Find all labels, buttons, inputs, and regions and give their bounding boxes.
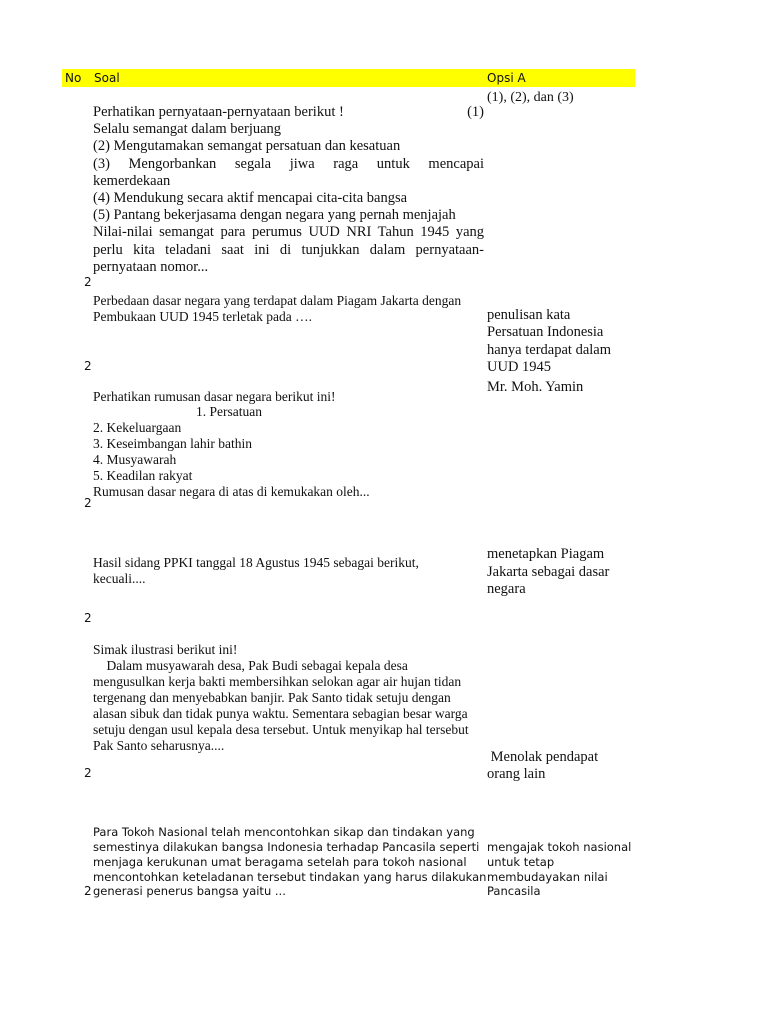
q3-soal-line: 3. Keseimbangan lahir bathin (93, 436, 252, 451)
q1-soal-intro-suffix: (1) (467, 104, 484, 120)
q4-opsi-a-line: menetapkan Piagam (487, 546, 605, 562)
q4-opsi-a-line: negara (487, 581, 526, 597)
q6-soal-line: mencontohkan keteladanan tersebut tindakan yang harus dilakukan (93, 870, 487, 884)
q1-soal-line: pernyataan nomor... (93, 258, 209, 275)
q6-no: 2 (84, 884, 92, 898)
q6-soal-line: menjaga kerukunan umat beragama setelah para tokoh nasional (93, 855, 467, 869)
q2-opsi-a-line: Persatuan Indonesia (487, 324, 604, 340)
q6-opsi-a-line: membudayakan nilai (487, 870, 608, 884)
q3-opsi-a: Mr. Moh. Yamin (487, 379, 584, 395)
q6-opsi-a-line: mengajak tokoh nasional (487, 840, 632, 854)
q2-opsi-a-line: penulisan kata (487, 307, 571, 323)
q5-no: 2 (84, 766, 92, 780)
q3-soal-line: 2. Kekeluargaan (93, 420, 182, 435)
q5-soal-line: mengusulkan kerja bakti membersihkan selokan agar air hujan tidan (93, 674, 462, 689)
q5-soal-line: setuju dengan usul kepala desa tersebut. Untuk menyikap hal tersebut (93, 722, 469, 737)
q5-opsi-a-line: Menolak pendapat (487, 749, 599, 765)
q1-soal-line: (5) Pantang bekerjasama dengan negara yang pernah menjajah (93, 207, 456, 224)
q1-soal-line: (3) Mengorbankan segala jiwa raga untuk mencapai (93, 155, 484, 172)
q5-soal-line: Pak Santo seharusnya.... (93, 738, 225, 753)
q5-soal-line: Dalam musyawarah desa, Pak Budi sebagai kepala desa (93, 658, 408, 673)
q2-soal-line: Pembukaan UUD 1945 terletak pada …. (93, 309, 312, 324)
q2-opsi-a-line: UUD 1945 (487, 359, 552, 375)
q4-opsi-a-line: Jakarta sebagai dasar (487, 564, 610, 580)
q2-soal-line: Perbedaan dasar negara yang terdapat dalam Piagam Jakarta dengan (93, 293, 462, 308)
q3-soal-line: 5. Keadilan rakyat (93, 468, 193, 483)
q2-opsi-a-line: hanya terdapat dalam (487, 342, 611, 358)
header-opsi-a: Opsi A (487, 71, 526, 85)
q1-soal-line: perlu kita teladani saat ini di tunjukkan dalam pernyataan- (93, 241, 484, 258)
q3-soal-line: 1. Persatuan (196, 404, 262, 419)
q1-soal-line: (2) Mengutamakan semangat persatuan dan kesatuan (93, 138, 401, 155)
header-no: No (65, 71, 82, 85)
q1-soal-line: Selalu semangat dalam berjuang (93, 121, 282, 138)
q3-no: 2 (84, 496, 92, 510)
q6-opsi-a-line: untuk tetap (487, 855, 555, 869)
q5-soal-line: Simak ilustrasi berikut ini! (93, 642, 238, 657)
q2-no: 2 (84, 359, 92, 373)
q1-soal-line: kemerdekaan (93, 172, 171, 189)
q1-no: 2 (84, 275, 92, 289)
q5-opsi-a-line: orang lain (487, 766, 546, 782)
q1-soal-intro: Perhatikan pernyataan-pernyataan berikut ! (93, 104, 344, 120)
q4-soal-line: kecuali.... (93, 571, 146, 586)
q3-soal-line: 4. Musyawarah (93, 452, 177, 467)
header-soal: Soal (94, 71, 120, 85)
header-row (62, 69, 635, 87)
q1-opsi-a: (1), (2), dan (3) (487, 90, 574, 105)
q4-soal-line: Hasil sidang PPKI tanggal 18 Agustus 1945 sebagai berikut, (93, 555, 419, 570)
q6-soal-line: Para Tokoh Nasional telah mencontohkan sikap dan tindakan yang (93, 825, 475, 839)
q1-soal-line: Nilai-nilai semangat para perumus UUD NRI Tahun 1945 yang (93, 224, 484, 241)
q6-soal-line: generasi penerus bangsa yaitu ... (93, 884, 286, 898)
q1-soal-line: (4) Mendukung secara aktif mencapai cita-cita bangsa (93, 190, 408, 207)
q3-soal-line: Rumusan dasar negara di atas di kemukakan oleh... (93, 484, 370, 499)
q3-soal-line: Perhatikan rumusan dasar negara berikut ini! (93, 389, 336, 404)
q6-opsi-a-line: Pancasila (487, 884, 541, 898)
q5-soal-line: tergenang dan menyebabkan banjir. Pak Santo tidak setuju dengan (93, 690, 451, 705)
q1-soal (93, 104, 484, 276)
q6-soal-line: semestinya dilakukan bangsa Indonesia terhadap Pancasila seperti (93, 840, 480, 854)
q4-no: 2 (84, 611, 92, 625)
q5-soal-line: alasan sibuk dan tidak punya waktu. Sementara sebagian besar warga (93, 706, 468, 721)
